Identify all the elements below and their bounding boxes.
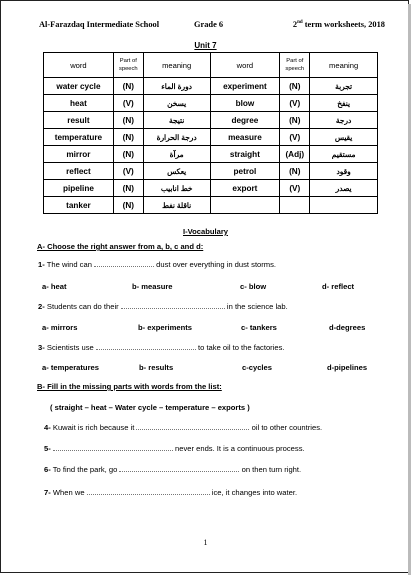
column-header: word bbox=[44, 53, 114, 78]
column-header: Part of speech bbox=[280, 53, 310, 78]
table-cell: تجربة bbox=[310, 78, 378, 95]
word-list: ( straight – heat – Water cycle – temperature – exports ) bbox=[50, 403, 250, 412]
table-cell: نتيجة bbox=[143, 112, 210, 129]
answer-blank[interactable] bbox=[53, 444, 173, 451]
column-header: meaning bbox=[143, 53, 210, 78]
option-d[interactable]: d-pipelines bbox=[327, 363, 368, 372]
term-label bbox=[279, 20, 385, 29]
column-header: Part of speech bbox=[113, 53, 143, 78]
table-cell: مرآة bbox=[143, 146, 210, 163]
table-cell: ينفخ bbox=[310, 95, 378, 112]
term-number: 2 bbox=[292, 20, 298, 29]
question-2 bbox=[38, 302, 288, 311]
answer-blank[interactable] bbox=[121, 302, 225, 309]
question-text-after: in the science lab. bbox=[226, 302, 288, 311]
table-cell: (N) bbox=[113, 112, 143, 129]
table-cell: (V) bbox=[113, 163, 143, 180]
table-cell: temperature bbox=[44, 129, 114, 146]
table-cell: (N) bbox=[113, 78, 143, 95]
question-number: 7- bbox=[44, 488, 51, 497]
table-cell: result bbox=[44, 112, 114, 129]
school-name: Al-Farazdaq Intermediate School bbox=[39, 20, 160, 29]
answer-blank[interactable] bbox=[119, 465, 239, 472]
question-text-after: ice, it changes into water. bbox=[211, 488, 298, 497]
table-cell: ناقلة نفط bbox=[143, 197, 210, 214]
table-cell: pipeline bbox=[44, 180, 114, 197]
option-a[interactable]: a- heat bbox=[42, 282, 67, 291]
question-4 bbox=[44, 423, 322, 432]
question-text-before: The wind can bbox=[46, 260, 92, 269]
table-cell: يقيس bbox=[310, 129, 378, 146]
table-row bbox=[44, 146, 378, 163]
option-c[interactable]: c-cycles bbox=[242, 363, 272, 372]
table-cell: درجة bbox=[310, 112, 378, 129]
table-cell: degree bbox=[210, 112, 280, 129]
question-6 bbox=[44, 465, 301, 474]
table-cell: خط انابيب bbox=[143, 180, 210, 197]
page-number: 1 bbox=[203, 538, 208, 547]
table-cell: وقود bbox=[310, 163, 378, 180]
question-number: 6- bbox=[44, 465, 51, 474]
table-row bbox=[44, 112, 378, 129]
option-c[interactable]: c- blow bbox=[240, 282, 267, 291]
table-cell: مستقيم bbox=[310, 146, 378, 163]
table-cell: (N) bbox=[113, 129, 143, 146]
unit-title: Unit 7 bbox=[194, 41, 217, 50]
answer-blank[interactable] bbox=[136, 423, 249, 430]
table-cell: دورة الماء bbox=[143, 78, 210, 95]
section-b-title: B- Fill in the missing parts with words from the list: bbox=[37, 382, 222, 391]
option-c[interactable]: c- tankers bbox=[241, 323, 277, 332]
vocabulary-section-title: I-Vocabulary bbox=[182, 227, 228, 236]
answer-blank[interactable] bbox=[94, 260, 154, 267]
table-cell: export bbox=[210, 180, 280, 197]
table-cell: water cycle bbox=[44, 78, 114, 95]
table-cell: (V) bbox=[113, 95, 143, 112]
option-d[interactable]: d-degrees bbox=[329, 323, 366, 332]
question-text-after: dust over everything in dust storms. bbox=[156, 260, 277, 269]
question-text-before: Students can do their bbox=[46, 302, 119, 311]
option-d[interactable]: d- reflect bbox=[322, 282, 355, 291]
table-cell bbox=[310, 197, 378, 214]
grade-label: Grade 6 bbox=[194, 20, 224, 29]
table-cell: experiment bbox=[210, 78, 280, 95]
question-text-after: never ends. It is a continuous process. bbox=[175, 444, 305, 453]
question-1 bbox=[38, 260, 276, 269]
question-text-before: Kuwait is rich because it bbox=[52, 423, 135, 432]
term-text: term worksheets, 2018 bbox=[302, 20, 385, 29]
table-row bbox=[44, 180, 378, 197]
table-cell: heat bbox=[44, 95, 114, 112]
question-text-after: on then turn right. bbox=[241, 465, 302, 474]
table-cell: (N) bbox=[280, 78, 310, 95]
table-cell: (V) bbox=[280, 95, 310, 112]
term-suffix: nd bbox=[297, 20, 303, 26]
question-text-before: To find the park, go bbox=[52, 465, 118, 474]
table-cell: measure bbox=[210, 129, 280, 146]
option-b[interactable]: b- measure bbox=[132, 282, 173, 291]
table-cell: يصدر bbox=[310, 180, 378, 197]
option-b[interactable]: b- results bbox=[139, 363, 174, 372]
question-5 bbox=[44, 444, 305, 453]
table-cell: (N) bbox=[280, 112, 310, 129]
question-7 bbox=[44, 488, 297, 497]
table-header-row bbox=[44, 53, 378, 78]
question-text-after: oil to other countries. bbox=[251, 423, 323, 432]
column-header: meaning bbox=[310, 53, 378, 78]
table-row bbox=[44, 129, 378, 146]
table-cell: straight bbox=[210, 146, 280, 163]
table-cell bbox=[210, 197, 280, 214]
table-cell: درجة الحرارة bbox=[143, 129, 210, 146]
answer-blank[interactable] bbox=[96, 343, 196, 350]
table-row bbox=[44, 78, 378, 95]
table-cell: (N) bbox=[113, 197, 143, 214]
question-text-before: Scientists use bbox=[46, 343, 94, 352]
vocabulary-table bbox=[43, 52, 378, 214]
column-header: word bbox=[210, 53, 280, 78]
question-3 bbox=[38, 343, 285, 352]
table-cell: (Adj) bbox=[280, 146, 310, 163]
table-cell: mirror bbox=[44, 146, 114, 163]
question-number: 5- bbox=[44, 444, 51, 453]
table-cell: (N) bbox=[113, 180, 143, 197]
option-b[interactable]: b- experiments bbox=[138, 323, 193, 332]
table-cell: reflect bbox=[44, 163, 114, 180]
question-number: 3- bbox=[38, 343, 45, 352]
section-a-title: A- Choose the right answer from a, b, c and d: bbox=[37, 242, 204, 251]
table-cell: (V) bbox=[280, 180, 310, 197]
table-cell: blow bbox=[210, 95, 280, 112]
question-number: 4- bbox=[44, 423, 51, 432]
table-cell: يعكس bbox=[143, 163, 210, 180]
table-cell: (N) bbox=[280, 163, 310, 180]
table-cell: (V) bbox=[280, 129, 310, 146]
table-cell: tanker bbox=[44, 197, 114, 214]
table-cell: (N) bbox=[113, 146, 143, 163]
table-cell: petrol bbox=[210, 163, 280, 180]
option-a[interactable]: a- temperatures bbox=[42, 363, 99, 372]
option-a[interactable]: a- mirrors bbox=[42, 323, 78, 332]
worksheet-header bbox=[39, 20, 385, 29]
answer-blank[interactable] bbox=[87, 488, 210, 495]
table-cell: يسخن bbox=[143, 95, 210, 112]
question-number: 2- bbox=[38, 302, 45, 311]
table-row bbox=[44, 197, 378, 214]
question-text-before: When we bbox=[52, 488, 85, 497]
table-row bbox=[44, 163, 378, 180]
question-number: 1- bbox=[38, 260, 45, 269]
table-cell bbox=[280, 197, 310, 214]
question-text-after: to take oil to the factories. bbox=[198, 343, 285, 352]
table-row bbox=[44, 95, 378, 112]
